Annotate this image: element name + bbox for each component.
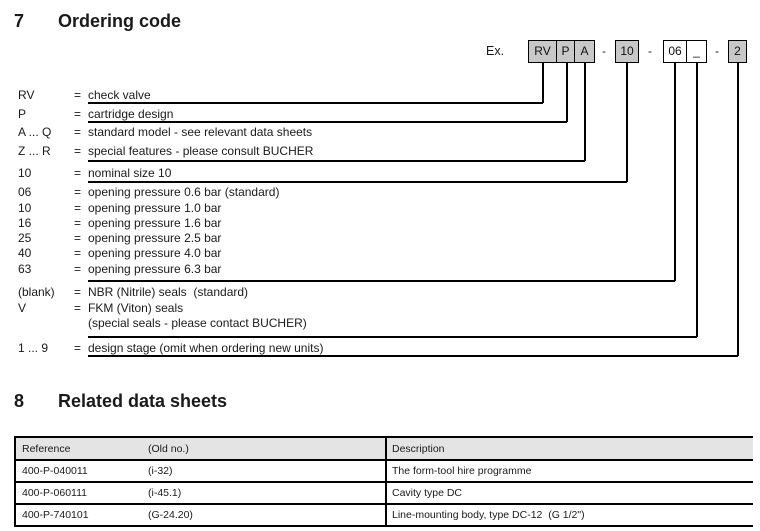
table-cell-old-no: (i-32) <box>148 465 173 477</box>
equals-sign: = <box>74 185 82 199</box>
code-label: 10 <box>18 201 32 215</box>
table-column-divider <box>385 436 387 527</box>
code-description: nominal size 10 <box>88 166 172 180</box>
code-box-pressure: 06 <box>664 41 686 62</box>
code-label: 40 <box>18 246 32 260</box>
equals-sign: = <box>74 246 82 260</box>
underline-model <box>88 160 585 162</box>
code-box-group-design <box>728 40 747 63</box>
section-8-number: 8 <box>14 391 25 411</box>
code-description: opening pressure 6.3 bar <box>88 262 222 276</box>
code-label: Z ... R <box>18 144 51 158</box>
connector-line-p <box>566 62 568 122</box>
equals-sign: = <box>74 201 82 215</box>
connector-line-size <box>626 62 628 182</box>
code-description: opening pressure 0.6 bar (standard) <box>88 185 280 199</box>
code-box-group-size <box>615 40 639 63</box>
code-label: 10 <box>18 166 32 180</box>
code-separator-3: - <box>715 44 719 58</box>
code-description: opening pressure 1.0 bar <box>88 201 222 215</box>
code-description: cartridge design <box>88 107 174 121</box>
table-border-bottom <box>14 525 753 527</box>
table-cell-reference: 400-P-740101 <box>22 509 89 521</box>
underline-opening-pressure <box>88 280 675 282</box>
underline-seals <box>88 336 697 338</box>
code-description: design stage (omit when ordering new units) <box>88 341 324 355</box>
table-cell-old-no: (i-45.1) <box>148 487 182 499</box>
code-label: 1 ... 9 <box>18 341 49 355</box>
code-label: A ... Q <box>18 125 52 139</box>
code-description: NBR (Nitrile) seals (standard) <box>88 285 249 299</box>
connector-line-pressure <box>674 62 676 281</box>
table-border-left <box>14 436 16 527</box>
table-cell-description: The form-tool hire programme <box>392 465 532 477</box>
code-box-a: A <box>574 41 594 62</box>
table-cell-reference: 400-P-060111 <box>22 487 87 499</box>
related-data-sheets-table <box>14 436 753 527</box>
code-label: V <box>18 301 27 315</box>
table-cell-old-no: (G-24.20) <box>148 509 193 521</box>
code-label: RV <box>18 88 35 102</box>
equals-sign: = <box>74 285 82 299</box>
code-box-size: 10 <box>616 41 638 62</box>
code-description: opening pressure 1.6 bar <box>88 216 222 230</box>
underline-check-valve <box>88 102 543 104</box>
table-header-background <box>14 438 753 459</box>
code-label: 16 <box>18 216 32 230</box>
example-label: Ex. <box>486 44 505 58</box>
connector-line-seal <box>696 62 698 337</box>
equals-sign: = <box>74 125 82 139</box>
equals-sign: = <box>74 231 82 245</box>
section-8-heading <box>14 391 227 412</box>
code-label: P <box>18 107 27 121</box>
table-cell-description: Line-mounting body, type DC-12 (G 1/2") <box>392 509 585 521</box>
underline-nominal-size <box>88 181 627 183</box>
underline-cartridge-design <box>88 121 567 123</box>
code-description: FKM (Viton) seals <box>88 301 184 315</box>
equals-sign: = <box>74 301 82 315</box>
code-box-group-pressure-seal <box>663 40 707 63</box>
code-box-design-stage: 2 <box>729 41 746 62</box>
code-label: 63 <box>18 262 32 276</box>
equals-sign: = <box>74 107 82 121</box>
code-box-group-prefix <box>528 40 595 63</box>
section-7-number: 7 <box>14 11 25 31</box>
equals-sign: = <box>74 88 82 102</box>
code-description: opening pressure 4.0 bar <box>88 246 222 260</box>
code-description: standard model - see relevant data sheets <box>88 125 313 139</box>
table-row-separator-1 <box>14 481 753 483</box>
code-box-p: P <box>556 41 574 62</box>
equals-sign: = <box>74 144 82 158</box>
code-separator-2: - <box>648 44 652 58</box>
connector-line-a <box>584 62 586 161</box>
code-label: 25 <box>18 231 32 245</box>
code-label: (blank) <box>18 285 55 299</box>
equals-sign: = <box>74 341 82 355</box>
code-description: special features - please consult BUCHER <box>88 144 314 158</box>
code-label: 06 <box>18 185 32 199</box>
connector-line-design-stage <box>737 62 739 356</box>
code-separator-1: - <box>602 44 606 58</box>
code-description: check valve <box>88 88 151 102</box>
equals-sign: = <box>74 216 82 230</box>
code-box-rv: RV <box>529 41 556 62</box>
code-description: opening pressure 2.5 bar <box>88 231 222 245</box>
code-box-seal: _ <box>686 41 706 62</box>
table-row-separator-2 <box>14 503 753 505</box>
equals-sign: = <box>74 262 82 276</box>
column-header-description: Description <box>392 443 445 455</box>
equals-sign: = <box>74 166 82 180</box>
table-border-top <box>14 436 753 438</box>
column-header-reference: Reference <box>22 443 71 455</box>
table-header-separator <box>14 459 753 461</box>
section-8-title: Related data sheets <box>58 391 228 411</box>
connector-line-rv <box>542 62 544 103</box>
table-cell-reference: 400-P-040011 <box>22 465 88 477</box>
section-7-heading <box>14 11 181 32</box>
section-7-title: Ordering code <box>58 11 182 31</box>
underline-design-stage <box>88 355 738 357</box>
code-description: (special seals - please contact BUCHER) <box>88 316 307 330</box>
column-header-old-no: (Old no.) <box>148 443 189 455</box>
table-cell-description: Cavity type DC <box>392 487 463 499</box>
